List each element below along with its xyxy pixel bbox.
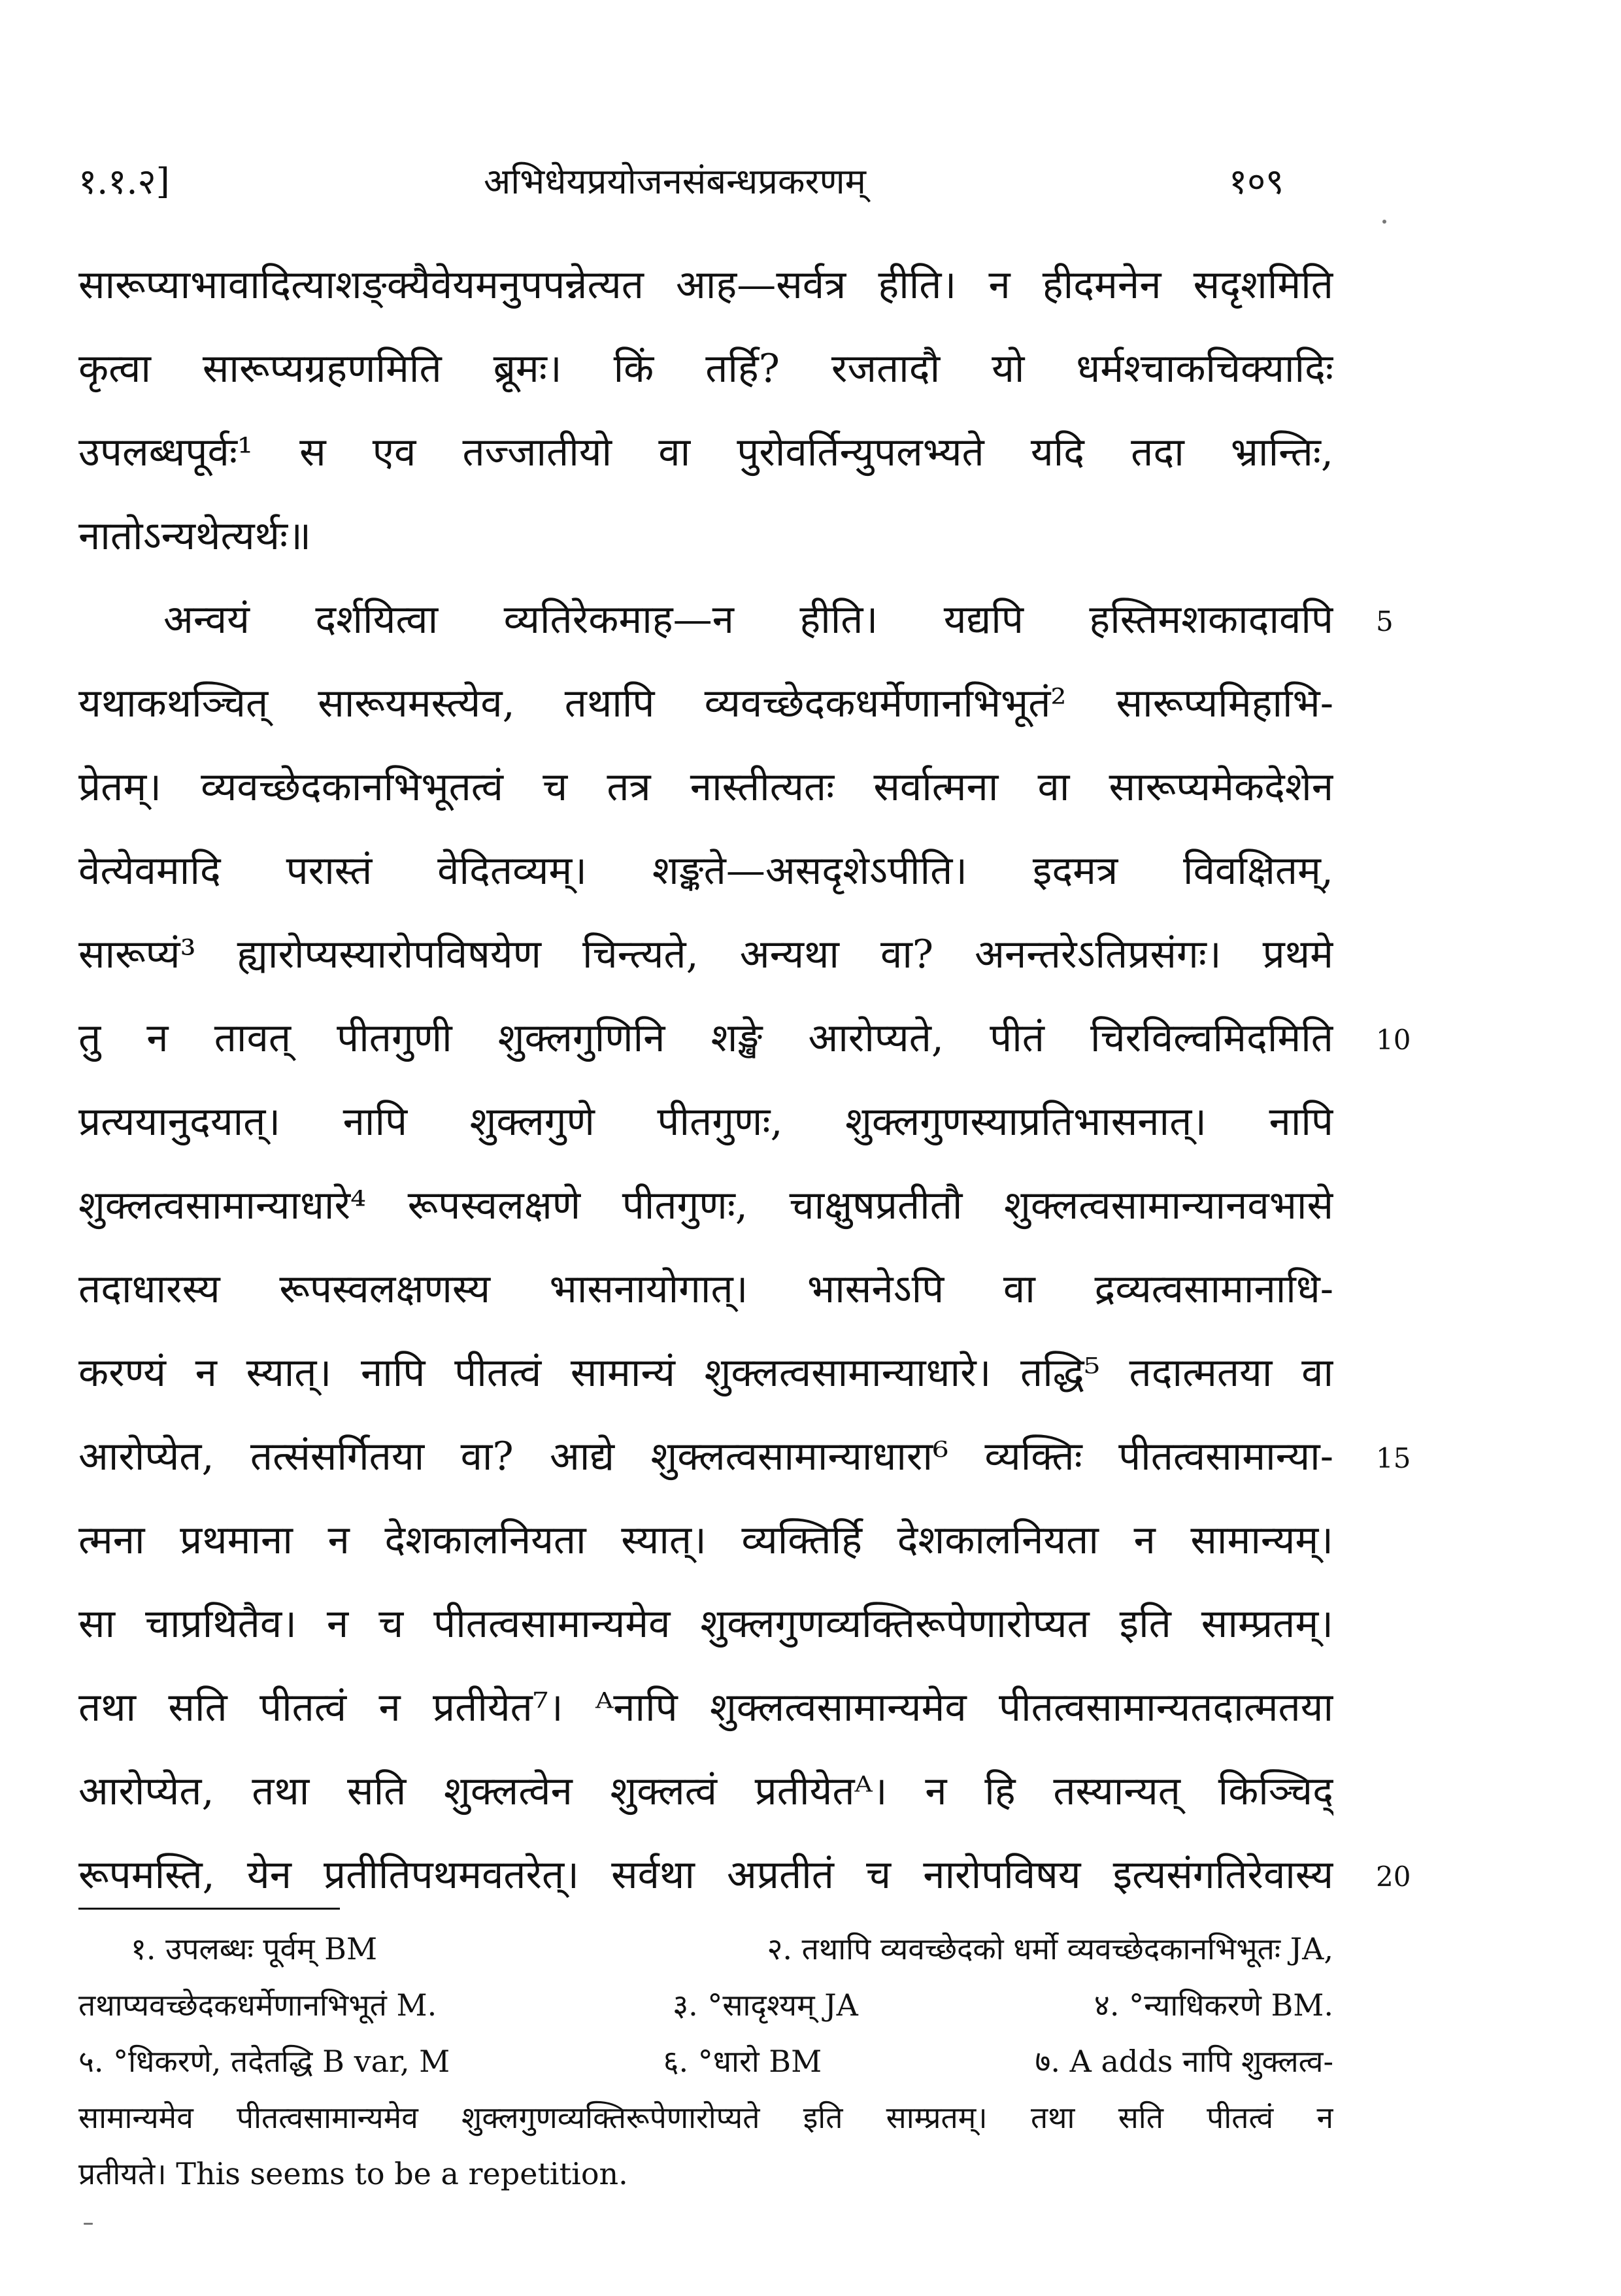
line-number: 10 xyxy=(1376,1024,1411,1056)
section-number: १.१.२] xyxy=(78,161,170,202)
text-line: शुक्लत्वसामान्याधारे⁴ रूपस्वलक्षणे पीतगुणः, चाक्षुषप्रतीतौ शुक्लत्वसामान्यानवभासे xyxy=(78,1183,1333,1228)
text-line: तु न तावत् पीतगुणी शुक्लगुणिनि शङ्खे आरोप्यते, पीतं चिरविल्वमिदमिति xyxy=(78,1015,1333,1061)
text-line: तथा सति पीतत्वं न प्रतीयेत⁷। ᴬनापि शुक्लत्वसामान्यमेव पीतत्वसामान्यतदात्मतया xyxy=(78,1685,1333,1730)
main-text xyxy=(78,243,1333,1917)
line-number: 15 xyxy=(1376,1442,1411,1474)
text-line: उपलब्धपूर्वः¹ स एव तज्जातीयो वा पुरोवर्तिन्युपलभ्यते यदि तदा भ्रान्तिः, xyxy=(78,430,1333,475)
footnote-5: ५. °धिकरणे, तदेतद्धि B var, M xyxy=(78,2044,450,2079)
footnote-2: २. तथापि व्यवच्छेदको धर्मो व्यवच्छेदकानभिभूतः JA, xyxy=(767,1931,1333,1967)
text-line: नातोऽन्यथेत्यर्थः॥ xyxy=(78,513,312,559)
footnote-7-end: प्रतीयते। This seems to be a repetition. xyxy=(78,2156,628,2191)
footnote-2-cont: तथाप्यवच्छेदकधर्मेणानभिभूतं M. xyxy=(78,1987,437,2023)
footnote-rule xyxy=(78,1908,340,1910)
footnote-1: १. उपलब्धः पूर्वम् BM xyxy=(131,1931,378,1967)
line-number: 20 xyxy=(1376,1861,1411,1893)
running-title: अभिधेयप्रयोजनसंबन्धप्रकरणम् xyxy=(484,161,866,202)
text-line: प्रत्ययानुदयात्। नापि शुक्लगुणे पीतगुणः, शुक्लगुणस्याप्रतिभासनात्। नापि xyxy=(78,1099,1333,1145)
footnote-row xyxy=(78,1977,1333,2033)
text-line: सा चाप्रथितैव। न च पीतत्वसामान्यमेव शुक्लगुणव्यक्तिरूपेणारोप्यत इति साम्प्रतम्। xyxy=(78,1601,1333,1647)
text-line: तदाधारस्य रूपस्वलक्षणस्य भासनायोगात्। भासनेऽपि वा द्रव्यत्वसामानाधि- xyxy=(78,1266,1333,1312)
page-number: १०९ xyxy=(1229,161,1284,202)
running-header xyxy=(0,156,1621,214)
footnotes xyxy=(78,1921,1333,2202)
text-line: अन्वयं दर्शयित्वा व्यतिरेकमाह—न हीति। यद्यपि हस्तिमशकादावपि xyxy=(163,597,1333,643)
text-line: कृत्वा सारूप्यग्रहणमिति ब्रूमः। किं तर्हि? रजतादौ यो धर्मश्चाकचिक्यादिः xyxy=(78,346,1333,392)
footnote-row xyxy=(78,2033,1333,2089)
text-line: सारूप्यं³ ह्यारोप्यस्यारोपविषयेण चिन्त्यते, अन्यथा वा? अनन्तरेऽतिप्रसंगः। प्रथमे xyxy=(78,932,1333,977)
text-line: सारूप्याभावादित्याशङ्क्यैवेयमनुपपन्नेत्यत आह—सर्वत्र हीति। न हीदमनेन सदृशमिति xyxy=(78,262,1333,308)
footnote-7-cont: सामान्यमेव पीतत्वसामान्यमेव शुक्लगुणव्यक्तिरूपेणारोप्यते इति साम्प्रतम्। तथा सति पीतत्वं न xyxy=(78,2100,1333,2135)
footnote-3: ३. °सादृश्यम् JA xyxy=(673,1987,858,2023)
text-line: यथाकथञ्चित् सारूयमस्त्येव, तथापि व्यवच्छेदकधर्मेणानभिभूतं² सारूप्यमिहाभि- xyxy=(78,681,1333,726)
ink-speck xyxy=(84,2223,93,2225)
text-line: त्मना प्रथमाना न देशकालनियता स्यात्। व्यक्तिर्हि देशकालनियता न सामान्यम्। xyxy=(78,1517,1333,1563)
footnote-6: ६. °धारो BM xyxy=(663,2044,822,2079)
text-line: रूपमस्ति, येन प्रतीतिपथमवतरेत्। सर्वथा अप्रतीतं च नारोपविषय इत्यसंगतिरेवास्य xyxy=(78,1852,1333,1898)
text-line: आरोप्येत, तथा सति शुक्लत्वेन शुक्लत्वं प्रतीयेतᴬ। न हि तस्यान्यत् किञ्चिद् xyxy=(78,1768,1333,1814)
text-line: आरोप्येत, तत्संसर्गितया वा? आद्ये शुक्लत्वसामान्याधारा⁶ व्यक्तिः पीतत्वसामान्या- xyxy=(78,1434,1333,1479)
footnote-7: ७. A adds नापि शुक्लत्व- xyxy=(1035,2044,1333,2079)
text-line: प्रेतम्। व्यवच्छेदकानभिभूतत्वं च तत्र नास्तीत्यतः सर्वात्मना वा सारूप्यमेकदेशेन xyxy=(78,764,1333,810)
ink-speck xyxy=(1382,220,1386,224)
text-line: वेत्येवमादि परास्तं वेदितव्यम्। शङ्कते—असदृशेऽपीति। इदमत्र विवक्षितम्, xyxy=(78,848,1333,894)
footnote-4: ४. °न्याधिकरणे BM. xyxy=(1094,1987,1333,2023)
footnote-row xyxy=(78,1921,1333,1977)
line-number: 5 xyxy=(1376,605,1394,637)
text-line: करण्यं न स्यात्। नापि पीतत्वं सामान्यं शुक्लत्वसामान्याधारे। तद्धि⁵ तदात्मतया वा xyxy=(78,1350,1333,1396)
